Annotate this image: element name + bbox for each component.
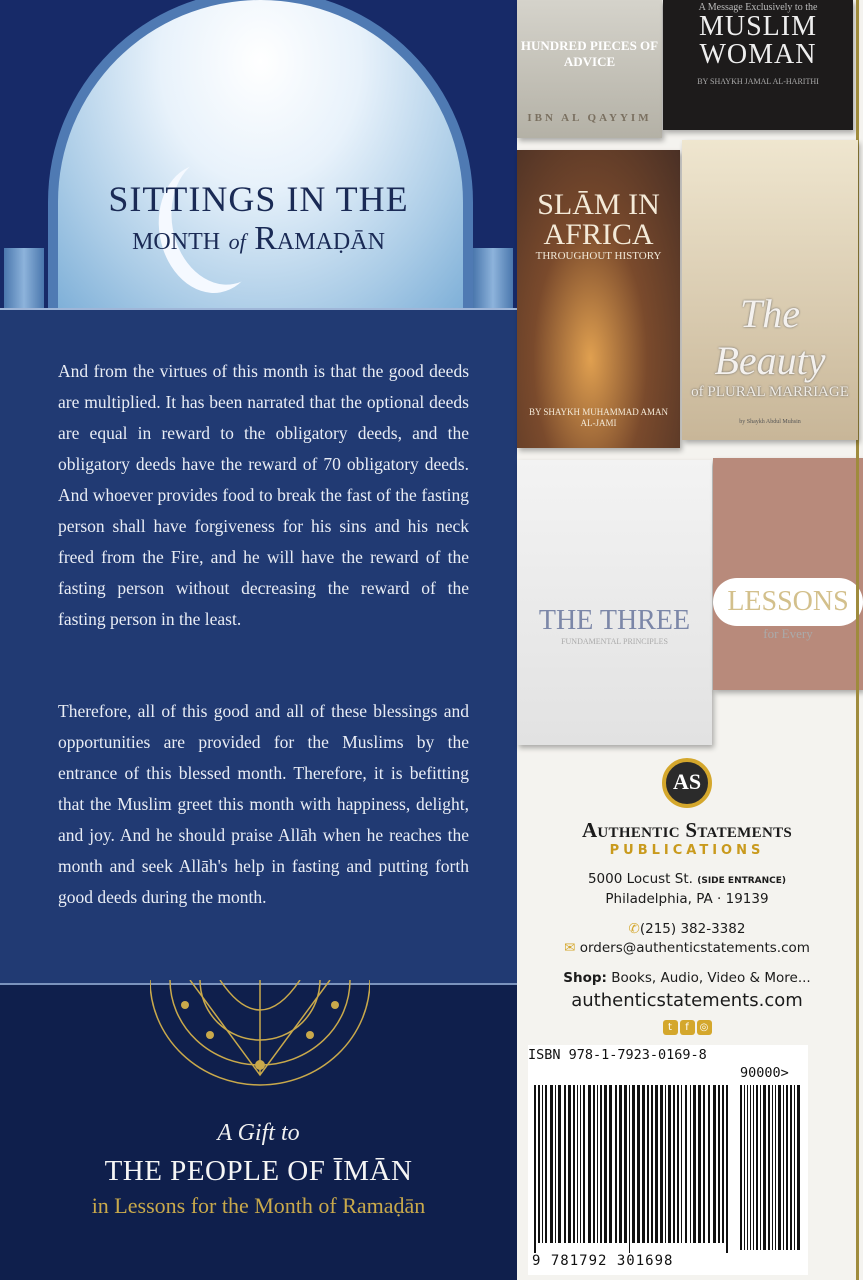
barcode-bar — [665, 1085, 666, 1243]
barcode-bar — [783, 1085, 784, 1250]
book-author: BY SHAYKH MUHAMMAD AMAN AL-JAMI — [528, 407, 669, 428]
barcode-bar — [794, 1085, 795, 1250]
barcode-bar — [690, 1085, 691, 1243]
barcode-bar — [763, 1085, 766, 1250]
barcode-bar — [698, 1085, 701, 1243]
book-thumbnail-lessons — [713, 458, 863, 690]
barcode-bars-icon — [528, 1085, 803, 1253]
barcode-bar — [693, 1085, 696, 1243]
barcode-bar — [588, 1085, 591, 1243]
phone-number[interactable]: (215) 382-3382 — [639, 921, 746, 937]
barcode-bar — [775, 1085, 776, 1250]
book-thumbnail-hundred-pieces — [517, 0, 662, 138]
title-of: of — [228, 229, 246, 254]
book-author: by Shaykh Abdul Muhsin — [739, 419, 801, 425]
book-subtitle: for Every — [763, 626, 813, 641]
isbn-text: ISBN 978-1-7923-0169-8 — [528, 1047, 707, 1063]
facebook-icon[interactable]: f — [680, 1020, 695, 1035]
barcode-bar — [593, 1085, 595, 1243]
barcode-bar — [542, 1085, 543, 1243]
barcode-bar — [756, 1085, 758, 1250]
barcode-bar — [660, 1085, 663, 1243]
barcode-bar — [619, 1085, 622, 1243]
barcode-bar — [673, 1085, 675, 1243]
barcode-bar — [744, 1085, 745, 1250]
barcode-bar — [568, 1085, 571, 1243]
blurb-box — [0, 308, 517, 985]
barcode-bar — [772, 1085, 773, 1250]
book-author: IBN AL QAYYIM — [527, 112, 652, 124]
book-author: BY SHAYKH JAMAL AL-HARITHI — [697, 77, 819, 86]
barcode-bar — [597, 1085, 598, 1243]
email-address[interactable]: orders@authenticstatements.com — [579, 940, 810, 956]
barcode-bar — [600, 1085, 602, 1243]
shop-text: Books, Audio, Video & More... — [611, 970, 811, 986]
barcode-bar — [615, 1085, 617, 1243]
book-thumbnail-muslim-woman — [663, 0, 853, 130]
barcode-bar — [786, 1085, 788, 1250]
barcode-bar — [651, 1085, 653, 1243]
barcode-bar — [718, 1085, 720, 1243]
address-line1: 5000 Locust St. — [587, 871, 693, 887]
barcode-bar — [558, 1085, 561, 1243]
barcode-bar — [740, 1085, 742, 1250]
book-subtitle: THROUGHOUT HISTORY — [535, 250, 662, 262]
barcode-bar — [538, 1085, 540, 1243]
book-subtitle: A Message Exclusively to the — [698, 2, 818, 13]
blurb-paragraph-2: Therefore, all of this good and all of these blessings and opportunities are provided for the Muslims by the entrance of this blessed month. Therefore, it is befitting that the Muslim greet this month with happiness, delight, and joy. And he should praise Allāh when he reaches the month and seek Allāh's help in fasting and putting forth good deeds during the month. — [58, 701, 469, 907]
book-thumbnail-plural-marriage — [682, 140, 858, 440]
barcode-bar — [642, 1085, 645, 1243]
arch-illustration — [0, 0, 517, 308]
book-subtitle: of PLURAL MARRIAGE — [691, 384, 849, 400]
barcode-bar — [703, 1085, 705, 1243]
instagram-icon[interactable]: ◎ — [697, 1020, 712, 1035]
barcode-bar — [647, 1085, 649, 1243]
barcode-bar — [583, 1085, 585, 1243]
book-title: LESSONS — [713, 578, 863, 626]
email-icon: ✉ — [564, 940, 576, 956]
twitter-icon[interactable]: t — [663, 1020, 678, 1035]
gift-to-text: A Gift to — [217, 1120, 300, 1146]
title-ramadan: Ramaḍān — [254, 220, 385, 257]
barcode-bar — [753, 1085, 754, 1250]
barcode-bar — [681, 1085, 682, 1243]
book-title: SLĀM IN AFRICA — [537, 188, 660, 251]
cover-title-line1: SITTINGS IN THE — [108, 179, 409, 219]
barcode-bar — [609, 1085, 612, 1243]
publisher-subtitle: PUBLICATIONS — [609, 843, 765, 858]
barcode-bar — [564, 1085, 566, 1243]
barcode-bar — [708, 1085, 710, 1243]
book-title: MUSLIM WOMAN — [698, 11, 817, 70]
barcode-bar — [637, 1085, 640, 1243]
barcode-bar — [577, 1085, 578, 1243]
address-note: (SIDE ENTRANCE) — [697, 876, 787, 886]
lessons-subtitle: in Lessons for the Month of Ramaḍān — [91, 1193, 426, 1218]
isbn-barcode — [528, 1045, 808, 1275]
barcode-bar — [555, 1085, 556, 1243]
blurb-paragraph-1: And from the virtues of this month is that the good deeds are multiplied. It has been narrated that the optional deeds are equal in reward to the obligatory deeds, and the obligatory deeds have the reward of 70 obligatory deeds. And whoever provides food to break the fast of the fasting person shall have forgiveness for his sins and his neck freed from the Fire, and he will have the reward of the fasting person without decreasing the reward of the fasting person in the least. — [58, 361, 469, 629]
barcode-bar — [790, 1085, 792, 1250]
barcode-bar — [778, 1085, 781, 1250]
book-title: HUNDRED PIECES OF ADVICE — [520, 38, 659, 69]
price-addon: 90000> — [740, 1065, 789, 1081]
social-icons — [517, 1015, 857, 1035]
barcode-bar — [685, 1085, 687, 1243]
book-title: The Beauty — [714, 291, 826, 383]
publisher-block — [517, 752, 857, 1035]
barcode-bar — [604, 1085, 607, 1243]
publisher-address — [517, 870, 857, 908]
barcode-bar — [722, 1085, 724, 1243]
mandala-ornament-icon — [150, 980, 370, 1090]
shop-line — [517, 970, 857, 986]
barcode-bar — [534, 1085, 536, 1253]
shop-label: Shop: — [563, 970, 607, 986]
barcode-digits: 9 781792 301698 — [532, 1253, 674, 1269]
barcode-bar — [747, 1085, 748, 1250]
barcode-bar — [550, 1085, 553, 1243]
barcode-bar — [545, 1085, 547, 1243]
barcode-bar — [726, 1085, 728, 1253]
address-line2: Philadelphia, PA · 19139 — [605, 891, 769, 907]
cover-title-line2 — [0, 220, 517, 258]
book-subtitle: FUNDAMENTAL PRINCIPLES — [561, 637, 668, 646]
barcode-bar — [580, 1085, 581, 1243]
barcode-bar — [677, 1085, 679, 1243]
publisher-logo: AS — [662, 758, 712, 808]
book-title: THE THREE — [538, 605, 691, 636]
barcode-bar — [797, 1085, 800, 1250]
people-of-iman-title: THE PEOPLE OF ĪMĀN — [104, 1155, 413, 1187]
book-thumbnail-islam-in-africa — [517, 150, 680, 448]
bottom-title-area — [0, 985, 517, 1280]
barcode-bar — [760, 1085, 761, 1250]
title-month: month — [132, 220, 221, 257]
barcode-bar — [624, 1085, 627, 1243]
phone-icon: ✆ — [628, 921, 640, 937]
barcode-bar — [750, 1085, 751, 1250]
barcode-bar — [668, 1085, 671, 1243]
barcode-bar — [713, 1085, 716, 1243]
barcode-bar — [632, 1085, 635, 1243]
website-link[interactable]: authenticstatements.com — [571, 990, 803, 1011]
barcode-bar — [655, 1085, 658, 1243]
barcode-bar — [573, 1085, 575, 1243]
barcode-bar — [768, 1085, 770, 1250]
book-thumbnail-the-three — [517, 460, 712, 745]
publisher-name: Authentic Statements — [581, 818, 793, 842]
contact-info — [517, 920, 857, 958]
barcode-bar — [629, 1085, 630, 1253]
